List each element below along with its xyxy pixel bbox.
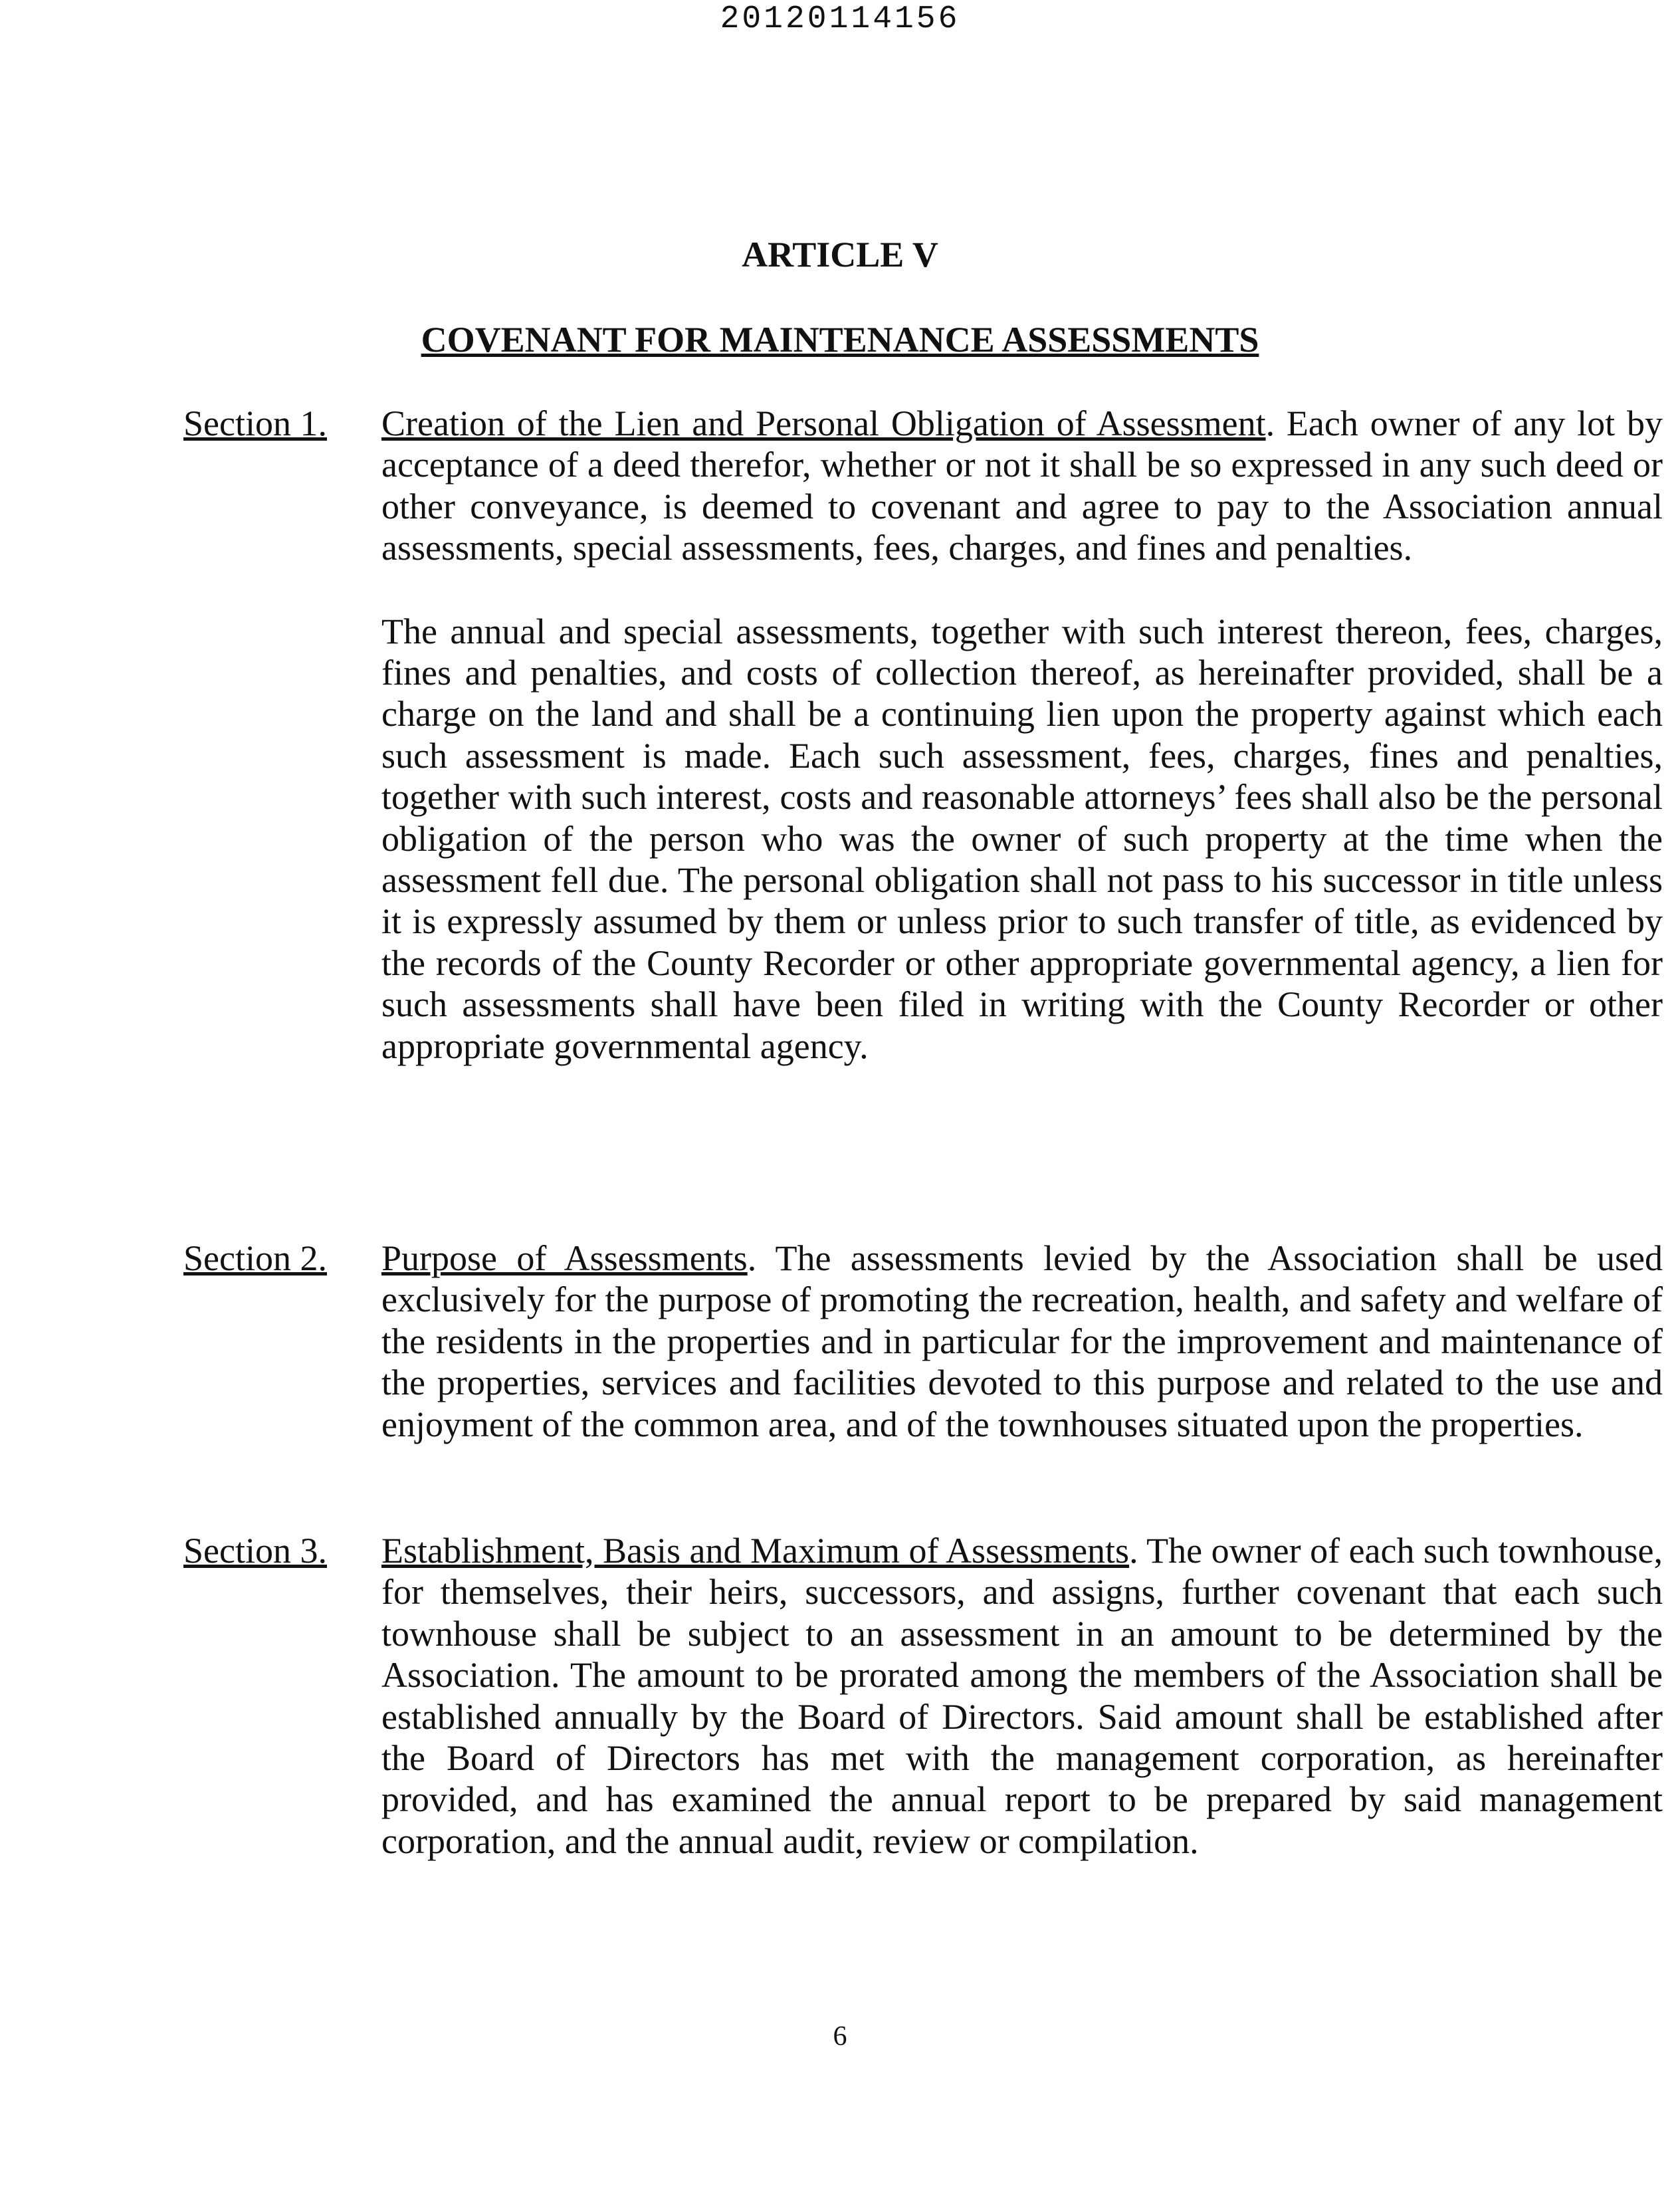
section-heading: Establishment, Basis and Maximum of Assessments <box>381 1531 1130 1571</box>
section-paragraph <box>381 1530 1663 1862</box>
section-label: Section 1. <box>183 403 327 443</box>
article-title: ARTICLE V <box>742 235 938 275</box>
section-heading: Purpose of Assessments <box>381 1238 748 1278</box>
section-paragraph <box>381 1238 1663 1445</box>
section-body <box>381 1238 1663 1487</box>
article-subtitle: COVENANT FOR MAINTENANCE ASSESSMENTS <box>421 320 1259 360</box>
section-label: Section 2. <box>183 1238 327 1278</box>
section-body <box>381 1530 1663 1904</box>
document-number: 20120114156 <box>720 1 960 37</box>
section-text: . The owner of each such townhouse, for themselves, their heirs, successors, and assigns, further covenant that each such townhouse shall be subject to an assessment in an amount to be determined by the Association. The amount to be prorated among the members of the Association shall be established annually by the Board of Directors. Said amount shall be established after the Board of Directors has met with the management corporation, as hereinafter provided, and has examined the annual report to be prepared by said management corporation, and the annual audit, review or compilation. <box>381 1531 1663 1861</box>
section-paragraph <box>381 403 1663 569</box>
section-paragraph: The annual and special assessments, together with such interest thereon, fees, charges, fines and penalties, and costs of collection thereof, as hereinafter provided, shall be a charge on the land and shall be a continuing lien upon the property against which each such assessment is made. Each such assessment, fees, charges, fines and penalties, together with such interest, costs and reasonable attorneys’ fees shall also be the personal obligation of the person who was the owner of such property at the time when the assessment fell due. The personal obligation shall not pass to his successor in title unless it is expressly assumed by them or unless prior to such transfer of title, as evidenced by the records of the County Recorder or other appropriate governmental agency, a lien for such assessments shall have been filed in writing with the County Recorder or other appropriate governmental agency. <box>381 611 1663 1066</box>
section-body <box>381 403 1663 1109</box>
section-text: . Each owner of any lot by acceptance of a deed therefor, whether or not it shall be so expressed in any such deed or other conveyance, is deemed to covenant and agree to pay to the Association annual assessments, special assessments, fees, charges, and fines and penalties. <box>381 403 1663 568</box>
section-label: Section 3. <box>183 1531 327 1571</box>
page-number: 6 <box>833 2021 847 2052</box>
section-text: . The assessments levied by the Association shall be used exclusively for the purpose of promoting the recreation, health, and safety and welfare of the residents in the properties and in particular for the improvement and maintenance of the properties, services and facilities devoted to this purpose and related to the use and enjoyment of the common area, and of the townhouses situated upon the properties. <box>381 1238 1663 1444</box>
section-heading: Creation of the Lien and Personal Obligation of Assessment <box>381 403 1266 443</box>
